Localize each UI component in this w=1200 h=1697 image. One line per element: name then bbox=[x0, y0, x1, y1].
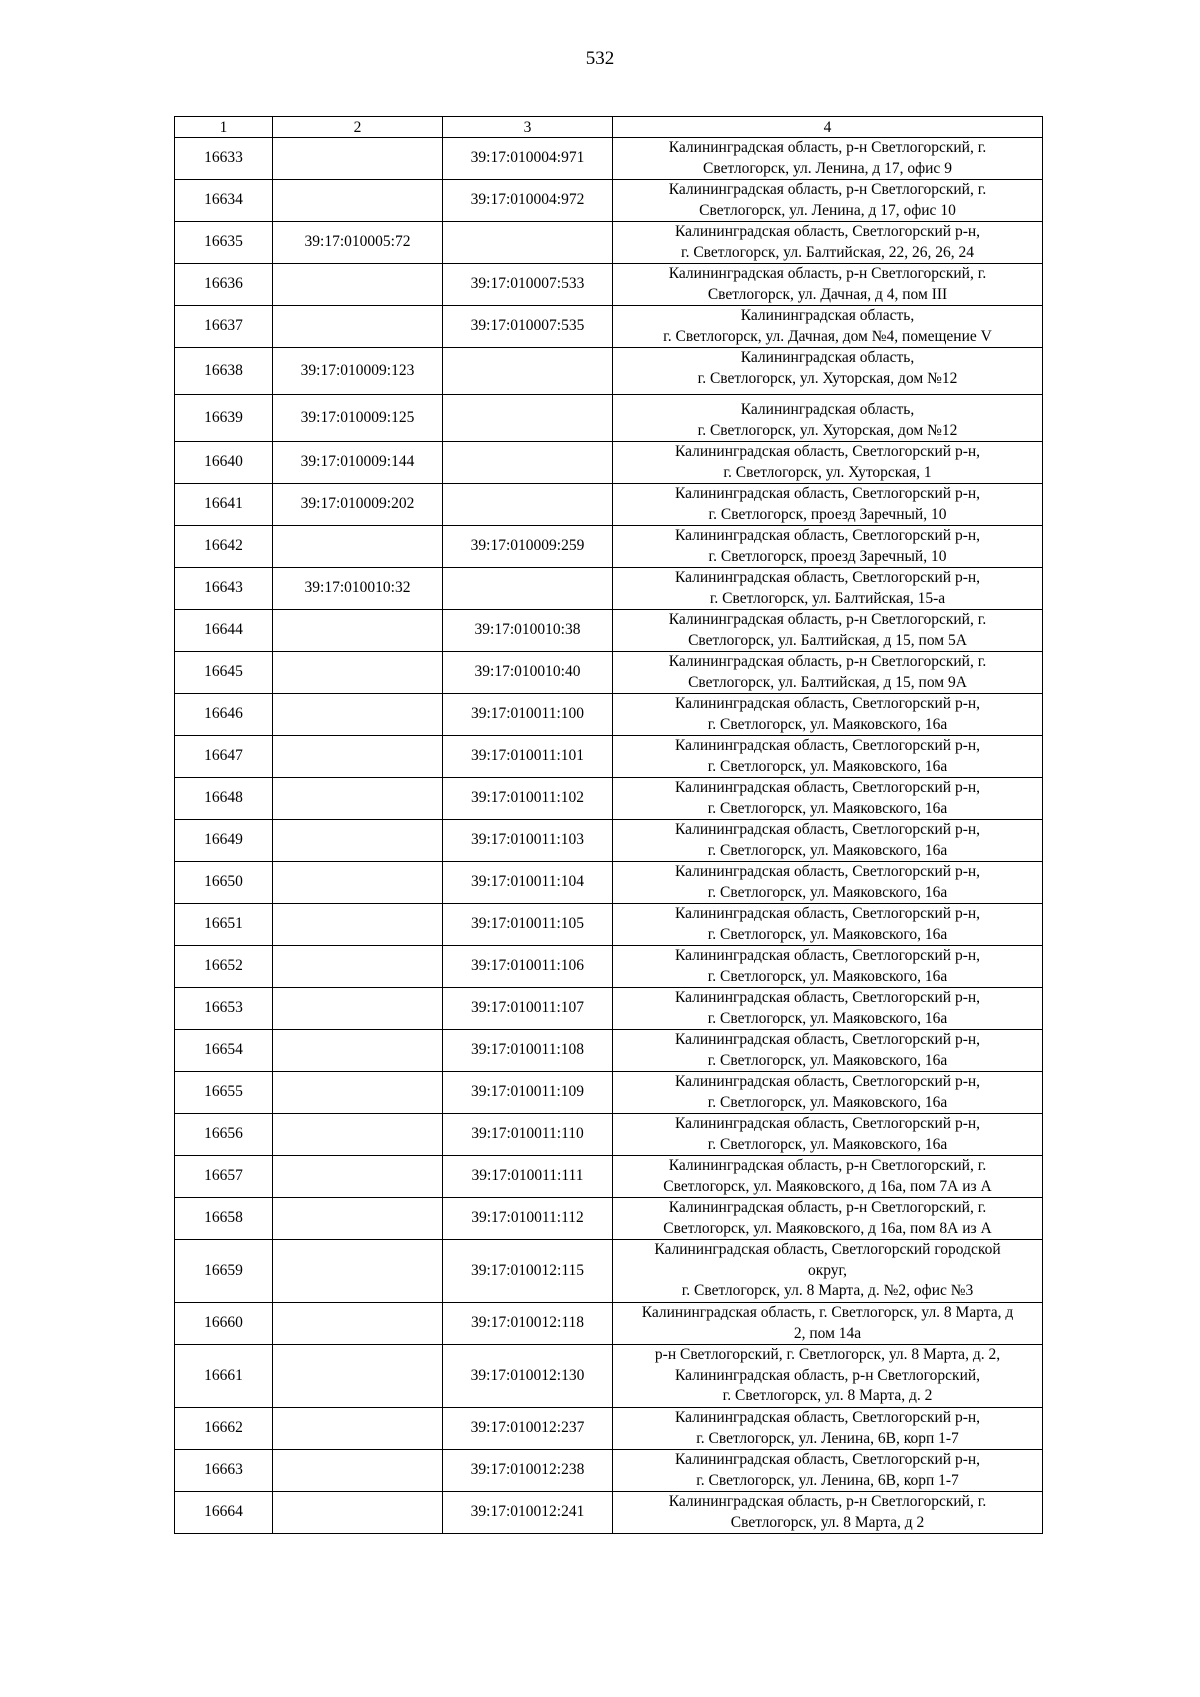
cadastral-number-col3: 39:17:010010:38 bbox=[443, 610, 613, 652]
address-line: Калининградская область, р-н Светлогорский, bbox=[674, 1366, 981, 1384]
address-cell bbox=[613, 1198, 1043, 1240]
address-line: г. Светлогорск, ул. Ленина, 6В, корп 1-7 bbox=[696, 1429, 959, 1447]
cadastral-number-col3 bbox=[443, 568, 613, 610]
cadastral-number-col2 bbox=[273, 988, 443, 1030]
row-number: 16653 bbox=[175, 988, 273, 1030]
address-cell bbox=[613, 1450, 1043, 1492]
table-row bbox=[175, 484, 1043, 526]
cadastral-number-col3: 39:17:010011:106 bbox=[443, 946, 613, 988]
address-cell bbox=[613, 1345, 1043, 1408]
row-number: 16639 bbox=[175, 395, 273, 442]
cadastral-number-col2 bbox=[273, 1240, 443, 1303]
row-number: 16647 bbox=[175, 736, 273, 778]
table-row bbox=[175, 395, 1043, 442]
row-number: 16642 bbox=[175, 526, 273, 568]
cadastral-number-col3: 39:17:010007:535 bbox=[443, 306, 613, 348]
row-number: 16635 bbox=[175, 222, 273, 264]
address-line: Калининградская область, Светлогорский р-н, bbox=[674, 989, 981, 1006]
row-number: 16633 bbox=[175, 138, 273, 180]
address-line: Калининградская область, Светлогорский р-н, bbox=[674, 485, 981, 502]
cadastral-number-col3: 39:17:010011:102 bbox=[443, 778, 613, 820]
cadastral-number-col3: 39:17:010010:40 bbox=[443, 652, 613, 694]
address-cell bbox=[613, 526, 1043, 568]
cadastral-number-col3: 39:17:010012:115 bbox=[443, 1240, 613, 1303]
table-row bbox=[175, 778, 1043, 820]
row-number: 16638 bbox=[175, 348, 273, 395]
address-line: г. Светлогорск, проезд Заречный, 10 bbox=[708, 547, 947, 565]
table-row bbox=[175, 526, 1043, 568]
address-line: г. Светлогорск, ул. Маяковского, 16а bbox=[707, 1093, 948, 1111]
table-row bbox=[175, 1345, 1043, 1408]
address-line: г. Светлогорск, ул. Маяковского, 16а bbox=[707, 799, 948, 817]
table-row bbox=[175, 694, 1043, 736]
address-cell bbox=[613, 1408, 1043, 1450]
address-line: р-н Светлогорский, г. Светлогорск, ул. 8 Марта, д. 2, bbox=[654, 1346, 1001, 1364]
address-line: г. Светлогорск, проезд Заречный, 10 bbox=[708, 505, 947, 523]
cadastral-number-col2: 39:17:010009:123 bbox=[273, 348, 443, 395]
cadastral-number-col2: 39:17:010009:125 bbox=[273, 395, 443, 442]
row-number: 16646 bbox=[175, 694, 273, 736]
column-header-3: 3 bbox=[443, 117, 613, 138]
row-number: 16659 bbox=[175, 1240, 273, 1303]
table-row bbox=[175, 1303, 1043, 1345]
cadastral-number-col2 bbox=[273, 1156, 443, 1198]
address-line: Калининградская область, Светлогорский р-н, bbox=[674, 1115, 981, 1132]
address-cell bbox=[613, 1072, 1043, 1114]
address-cell bbox=[613, 1492, 1043, 1534]
address-line: г. Светлогорск, ул. Маяковского, 16а bbox=[707, 1051, 948, 1069]
row-number: 16650 bbox=[175, 862, 273, 904]
table-row bbox=[175, 1156, 1043, 1198]
cadastral-number-col3: 39:17:010011:107 bbox=[443, 988, 613, 1030]
table-row bbox=[175, 138, 1043, 180]
cadastral-number-col3: 39:17:010007:533 bbox=[443, 264, 613, 306]
row-number: 16640 bbox=[175, 442, 273, 484]
address-line: г. Светлогорск, ул. Ленина, 6В, корп 1-7 bbox=[696, 1471, 959, 1489]
cadastral-number-col2 bbox=[273, 1030, 443, 1072]
table-row bbox=[175, 1240, 1043, 1303]
row-number: 16634 bbox=[175, 180, 273, 222]
cadastral-number-col2 bbox=[273, 820, 443, 862]
cadastral-number-col2 bbox=[273, 862, 443, 904]
cadastral-number-col2 bbox=[273, 526, 443, 568]
address-line: г. Светлогорск, ул. Маяковского, 16а bbox=[707, 841, 948, 859]
address-line: Калининградская область, г. Светлогорск, ул. 8 Марта, д bbox=[641, 1304, 1014, 1321]
address-line: Светлогорск, ул. Балтийская, д 15, пом 9А bbox=[688, 673, 967, 691]
header-row bbox=[175, 117, 1043, 138]
address-line: г. Светлогорск, ул. Маяковского, 16а bbox=[707, 715, 948, 733]
row-number: 16658 bbox=[175, 1198, 273, 1240]
address-line: г. Светлогорск, ул. Хуторская, 1 bbox=[723, 463, 932, 481]
address-line: г. Светлогорск, ул. Маяковского, 16а bbox=[707, 1009, 948, 1027]
table-row bbox=[175, 1114, 1043, 1156]
row-number: 16651 bbox=[175, 904, 273, 946]
table-row bbox=[175, 348, 1043, 395]
cadastral-number-col3: 39:17:010011:112 bbox=[443, 1198, 613, 1240]
cadastral-number-col2 bbox=[273, 610, 443, 652]
address-cell bbox=[613, 1240, 1043, 1303]
address-line: г. Светлогорск, ул. Балтийская, 22, 26, 26, 24 bbox=[680, 243, 975, 261]
table-row bbox=[175, 610, 1043, 652]
cadastral-number-col3: 39:17:010011:108 bbox=[443, 1030, 613, 1072]
address-line: Калининградская область, Светлогорский р-н, bbox=[674, 1031, 981, 1048]
address-cell bbox=[613, 1030, 1043, 1072]
address-cell bbox=[613, 484, 1043, 526]
column-header-1: 1 bbox=[175, 117, 273, 138]
address-line: г. Светлогорск, ул. Балтийская, 15-а bbox=[709, 589, 946, 607]
address-line: Калининградская область, р-н Светлогорский, г. bbox=[668, 181, 987, 198]
address-cell bbox=[613, 138, 1043, 180]
table-row bbox=[175, 862, 1043, 904]
address-cell bbox=[613, 1156, 1043, 1198]
address-line: Калининградская область, р-н Светлогорский, г. bbox=[668, 139, 987, 156]
table-row bbox=[175, 736, 1043, 778]
cadastral-number-col3: 39:17:010012:241 bbox=[443, 1492, 613, 1534]
table-row bbox=[175, 652, 1043, 694]
address-line: Калининградская область, Светлогорский р-н, bbox=[674, 863, 981, 880]
table-row bbox=[175, 1408, 1043, 1450]
row-number: 16643 bbox=[175, 568, 273, 610]
address-line: Светлогорск, ул. Ленина, д 17, офис 10 bbox=[699, 201, 956, 219]
cadastral-number-col2 bbox=[273, 1072, 443, 1114]
table-row bbox=[175, 180, 1043, 222]
address-cell bbox=[613, 988, 1043, 1030]
page-number: 532 bbox=[585, 48, 615, 69]
address-line: Калининградская область, Светлогорский р-н, bbox=[674, 947, 981, 964]
address-line: Светлогорск, ул. Балтийская, д 15, пом 5А bbox=[688, 631, 967, 649]
cadastral-number-col2 bbox=[273, 652, 443, 694]
cadastral-number-col3 bbox=[443, 484, 613, 526]
address-line: Калининградская область, Светлогорский р-н, bbox=[674, 695, 981, 712]
table-row bbox=[175, 306, 1043, 348]
cadastral-number-col2 bbox=[273, 306, 443, 348]
address-cell bbox=[613, 306, 1043, 348]
address-line: Калининградская область, р-н Светлогорский, г. bbox=[668, 653, 987, 670]
address-cell bbox=[613, 395, 1043, 442]
cadastral-number-col3: 39:17:010012:237 bbox=[443, 1408, 613, 1450]
row-number: 16656 bbox=[175, 1114, 273, 1156]
row-number: 16636 bbox=[175, 264, 273, 306]
cadastral-number-col3: 39:17:010012:130 bbox=[443, 1345, 613, 1408]
column-header-2: 2 bbox=[273, 117, 443, 138]
table-row bbox=[175, 1030, 1043, 1072]
address-cell bbox=[613, 652, 1043, 694]
address-line: г. Светлогорск, ул. Маяковского, 16а bbox=[707, 967, 948, 985]
row-number: 16663 bbox=[175, 1450, 273, 1492]
address-cell bbox=[613, 1303, 1043, 1345]
address-line: Калининградская область, Светлогорский р-н, bbox=[674, 821, 981, 838]
address-line: г. Светлогорск, ул. Хуторская, дом №12 bbox=[697, 421, 958, 439]
address-line: г. Светлогорск, ул. Маяковского, 16а bbox=[707, 883, 948, 901]
cadastral-number-col3: 39:17:010011:101 bbox=[443, 736, 613, 778]
address-line: Калининградская область, Светлогорский р-н, bbox=[674, 223, 981, 240]
cadastral-number-col2: 39:17:010005:72 bbox=[273, 222, 443, 264]
table-row bbox=[175, 568, 1043, 610]
address-line: Светлогорск, ул. Ленина, д 17, офис 9 bbox=[703, 159, 952, 177]
cadastral-number-col2 bbox=[273, 904, 443, 946]
address-line: г. Светлогорск, ул. Маяковского, 16а bbox=[707, 1135, 948, 1153]
address-line: Калининградская область, Светлогорский р-н, bbox=[674, 905, 981, 922]
address-line: Светлогорск, ул. Дачная, д 4, пом III bbox=[707, 285, 948, 303]
row-number: 16637 bbox=[175, 306, 273, 348]
registry-body bbox=[175, 138, 1043, 1534]
row-number: 16649 bbox=[175, 820, 273, 862]
address-cell bbox=[613, 946, 1043, 988]
address-line: Калининградская область, bbox=[740, 349, 915, 366]
row-number: 16641 bbox=[175, 484, 273, 526]
cadastral-number-col2 bbox=[273, 946, 443, 988]
row-number: 16660 bbox=[175, 1303, 273, 1345]
cadastral-number-col3: 39:17:010011:104 bbox=[443, 862, 613, 904]
cadastral-number-col3 bbox=[443, 348, 613, 395]
row-number: 16657 bbox=[175, 1156, 273, 1198]
address-cell bbox=[613, 904, 1043, 946]
address-cell bbox=[613, 778, 1043, 820]
cadastral-number-col2 bbox=[273, 1450, 443, 1492]
table-row bbox=[175, 264, 1043, 306]
address-cell bbox=[613, 862, 1043, 904]
table-row bbox=[175, 946, 1043, 988]
address-line: Калининградская область, Светлогорский р-н, bbox=[674, 1073, 981, 1090]
cadastral-number-col2 bbox=[273, 736, 443, 778]
table-row bbox=[175, 442, 1043, 484]
row-number: 16645 bbox=[175, 652, 273, 694]
address-line: Светлогорск, ул. Маяковского, д 16а, пом 7А из А bbox=[663, 1177, 992, 1195]
address-line: г. Светлогорск, ул. 8 Марта, д. №2, офис №3 bbox=[681, 1282, 974, 1300]
address-line: г. Светлогорск, ул. Хуторская, дом №12 bbox=[697, 369, 958, 387]
address-line: Калининградская область, Светлогорский р-н, bbox=[674, 737, 981, 754]
address-cell bbox=[613, 610, 1043, 652]
address-cell bbox=[613, 820, 1043, 862]
cadastral-number-col3: 39:17:010011:105 bbox=[443, 904, 613, 946]
address-line: г. Светлогорск, ул. Маяковского, 16а bbox=[707, 757, 948, 775]
registry-table bbox=[174, 116, 1043, 1534]
table-row bbox=[175, 988, 1043, 1030]
cadastral-number-col2 bbox=[273, 1303, 443, 1345]
table-row bbox=[175, 1492, 1043, 1534]
cadastral-number-col2 bbox=[273, 180, 443, 222]
cadastral-number-col2 bbox=[273, 1198, 443, 1240]
address-line: Калининградская область, bbox=[740, 401, 915, 418]
address-line: Калининградская область, р-н Светлогорский, г. bbox=[668, 611, 987, 628]
address-cell bbox=[613, 568, 1043, 610]
address-line: Калининградская область, Светлогорский р-н, bbox=[674, 443, 981, 460]
address-line: Калининградская область, Светлогорский р-н, bbox=[674, 569, 981, 586]
table-row bbox=[175, 1198, 1043, 1240]
address-line: г. Светлогорск, ул. Дачная, дом №4, помещение V bbox=[663, 327, 992, 345]
table-row bbox=[175, 1450, 1043, 1492]
table-row bbox=[175, 904, 1043, 946]
cadastral-number-col3: 39:17:010004:972 bbox=[443, 180, 613, 222]
cadastral-number-col3: 39:17:010012:118 bbox=[443, 1303, 613, 1345]
address-line: Калининградская область, Светлогорский р-н, bbox=[674, 1409, 981, 1426]
cadastral-number-col2 bbox=[273, 138, 443, 180]
cadastral-number-col3: 39:17:010011:100 bbox=[443, 694, 613, 736]
address-cell bbox=[613, 1114, 1043, 1156]
address-cell bbox=[613, 180, 1043, 222]
table-row bbox=[175, 222, 1043, 264]
address-line: 2, пом 14а bbox=[793, 1324, 862, 1342]
cadastral-number-col2: 39:17:010010:32 bbox=[273, 568, 443, 610]
address-cell bbox=[613, 222, 1043, 264]
address-line: Калининградская область, Светлогорский р-н, bbox=[674, 527, 981, 544]
address-line: Калининградская область, р-н Светлогорский, г. bbox=[668, 1157, 987, 1174]
cadastral-number-col3: 39:17:010011:111 bbox=[443, 1156, 613, 1198]
column-header-4: 4 bbox=[613, 117, 1043, 138]
cadastral-number-col2 bbox=[273, 694, 443, 736]
address-cell bbox=[613, 348, 1043, 395]
cadastral-number-col3 bbox=[443, 442, 613, 484]
table-row bbox=[175, 820, 1043, 862]
table-row bbox=[175, 1072, 1043, 1114]
row-number: 16644 bbox=[175, 610, 273, 652]
row-number: 16648 bbox=[175, 778, 273, 820]
cadastral-number-col2 bbox=[273, 1408, 443, 1450]
row-number: 16661 bbox=[175, 1345, 273, 1408]
address-cell bbox=[613, 442, 1043, 484]
cadastral-number-col3: 39:17:010004:971 bbox=[443, 138, 613, 180]
row-number: 16662 bbox=[175, 1408, 273, 1450]
row-number: 16654 bbox=[175, 1030, 273, 1072]
address-line: г. Светлогорск, ул. Маяковского, 16а bbox=[707, 925, 948, 943]
address-line: Калининградская область, р-н Светлогорский, г. bbox=[668, 265, 987, 282]
row-number: 16652 bbox=[175, 946, 273, 988]
cadastral-number-col2 bbox=[273, 778, 443, 820]
cadastral-number-col3: 39:17:010009:259 bbox=[443, 526, 613, 568]
address-cell bbox=[613, 264, 1043, 306]
cadastral-number-col2: 39:17:010009:202 bbox=[273, 484, 443, 526]
cadastral-number-col3: 39:17:010011:103 bbox=[443, 820, 613, 862]
cadastral-number-col3: 39:17:010011:109 bbox=[443, 1072, 613, 1114]
cadastral-number-col2: 39:17:010009:144 bbox=[273, 442, 443, 484]
address-line: Калининградская область, Светлогорский городской bbox=[654, 1241, 1001, 1259]
address-cell bbox=[613, 736, 1043, 778]
address-line: Калининградская область, Светлогорский р-н, bbox=[674, 1451, 981, 1468]
cadastral-number-col2 bbox=[273, 264, 443, 306]
cadastral-number-col3 bbox=[443, 395, 613, 442]
address-line: Калининградская область, Светлогорский р-н, bbox=[674, 779, 981, 796]
row-number: 16655 bbox=[175, 1072, 273, 1114]
cadastral-number-col3 bbox=[443, 222, 613, 264]
cadastral-number-col3: 39:17:010012:238 bbox=[443, 1450, 613, 1492]
address-cell bbox=[613, 694, 1043, 736]
row-number: 16664 bbox=[175, 1492, 273, 1534]
address-line: Калининградская область, р-н Светлогорский, г. bbox=[668, 1199, 987, 1216]
cadastral-number-col2 bbox=[273, 1114, 443, 1156]
address-line: Калининградская область, р-н Светлогорский, г. bbox=[668, 1493, 987, 1510]
cadastral-number-col2 bbox=[273, 1492, 443, 1534]
address-line: Калининградская область, bbox=[740, 307, 915, 324]
cadastral-number-col3: 39:17:010011:110 bbox=[443, 1114, 613, 1156]
cadastral-number-col2 bbox=[273, 1345, 443, 1408]
address-line: Светлогорск, ул. Маяковского, д 16а, пом 8А из А bbox=[663, 1219, 992, 1237]
address-line: г. Светлогорск, ул. 8 Марта, д. 2 bbox=[722, 1387, 933, 1405]
address-line: Светлогорск, ул. 8 Марта, д 2 bbox=[730, 1513, 925, 1531]
address-line: округ, bbox=[807, 1261, 848, 1279]
